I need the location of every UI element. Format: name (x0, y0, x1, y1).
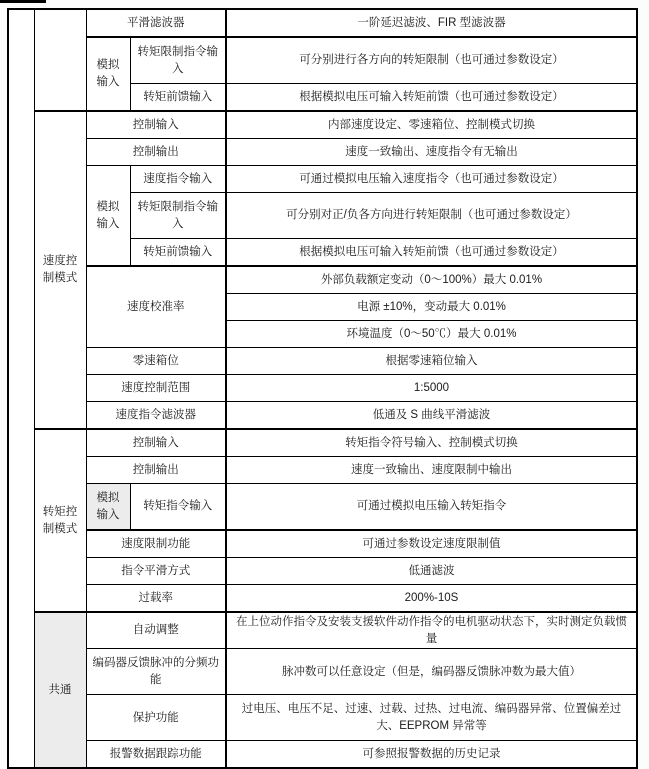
cell-item: 速度指令滤波器 (86, 402, 226, 430)
table-row (8, 266, 637, 294)
cell-item: 零速箱位 (86, 348, 226, 375)
cell-desc: 低通滤波 (226, 558, 637, 585)
cell-item: 保护功能 (86, 695, 226, 741)
cell-mode-empty (34, 9, 86, 111)
table-row (8, 649, 637, 695)
cell-item: 指令平滑方式 (86, 558, 226, 585)
table-row (8, 457, 637, 484)
table-row (8, 585, 637, 613)
table-row (8, 166, 637, 193)
cell-item: 转矩指令输入 (130, 484, 226, 531)
cell-desc: 可通过模拟电压输入转矩指令 (226, 484, 637, 531)
table-row (8, 111, 637, 139)
cell-desc: 转矩指令符号输入、控制模式切换 (226, 429, 637, 457)
cell-desc: 可通过参数设定速度限制值 (226, 530, 637, 558)
cell-desc: 可通过模拟电压输入速度指令（也可通过参数设定） (226, 166, 637, 193)
table-row (8, 139, 637, 166)
table-row (8, 9, 637, 37)
cell-desc: 低通及 S 曲线平滑滤波 (226, 402, 637, 430)
cell-item: 编码器反馈脉冲的分频功能 (86, 649, 226, 695)
cell-analog-input: 模拟输入 (86, 484, 130, 531)
cell-desc: 内部速度设定、零速箱位、控制模式切换 (226, 111, 637, 139)
cell-outer-spacer (8, 9, 34, 768)
cell-desc: 1:5000 (226, 375, 637, 402)
cell-desc: 在上位动作指令及安装支援软件动作指令的电机驱动状态下，实时测定负载惯量 (226, 612, 637, 649)
cell-desc: 速度一致输出、速度指令有无输出 (226, 139, 637, 166)
cell-desc: 可分别进行各方向的转矩限制（也可通过参数设定） (226, 37, 637, 84)
cell-item: 速度控制范围 (86, 375, 226, 402)
cell-desc: 根据零速箱位输入 (226, 348, 637, 375)
cell-item: 转矩限制指令输入 (130, 37, 226, 84)
table-row (8, 429, 637, 457)
cell-item: 自动调整 (86, 612, 226, 649)
cell-mode-torque-control: 转矩控制模式 (34, 429, 86, 612)
cell-item: 转矩限制指令输入 (130, 193, 226, 239)
table-row (8, 530, 637, 558)
cell-mode-speed-control: 速度控制模式 (34, 111, 86, 429)
cell-item: 控制输出 (86, 139, 226, 166)
cell-desc: 可参照报警数据的历史记录 (226, 741, 637, 769)
table-row (8, 348, 637, 375)
cell-item: 报警数据跟踪功能 (86, 741, 226, 769)
cell-desc: 一阶延迟滤波、FIR 型滤波器 (226, 9, 637, 37)
table-row (8, 375, 637, 402)
cell-item: 控制输入 (86, 429, 226, 457)
cell-desc: 过电压、电压不足、过速、过载、过热、过电流、编码器异常、位置偏差过大、EEPROM 异常等 (226, 695, 637, 741)
cell-item: 过载率 (86, 585, 226, 613)
top-edge-crop-artifact (0, 0, 46, 3)
cell-desc: 环境温度（0～50℃）最大 0.01% (226, 321, 637, 348)
cell-desc: 电源 ±10%，变动最大 0.01% (226, 294, 637, 321)
cell-desc: 脉冲数可以任意设定（但是，编码器反馈脉冲数为最大值） (226, 649, 637, 695)
table-row (8, 37, 637, 84)
table-row (8, 741, 637, 769)
cell-desc: 根据模拟电压可输入转矩前馈（也可通过参数设定） (226, 239, 637, 267)
table-row (8, 558, 637, 585)
table-row (8, 612, 637, 649)
cell-desc: 速度一致输出、速度限制中输出 (226, 457, 637, 484)
cell-desc: 根据模拟电压可输入转矩前馈（也可通过参数设定） (226, 84, 637, 112)
cell-desc: 可分别对正/负各方向进行转矩限制（也可通过参数设定） (226, 193, 637, 239)
cell-analog-input: 模拟输入 (86, 166, 130, 267)
cell-desc: 200%-10S (226, 585, 637, 613)
cell-item: 转矩前馈输入 (130, 84, 226, 112)
servo-spec-table (7, 8, 638, 769)
cell-item: 速度校准率 (86, 266, 226, 348)
cell-analog-input: 模拟输入 (86, 37, 130, 111)
cell-item: 控制输出 (86, 457, 226, 484)
cell-item: 速度限制功能 (86, 530, 226, 558)
cell-item: 平滑滤波器 (86, 9, 226, 37)
cell-desc: 外部负载额定变动（0～100%）最大 0.01% (226, 266, 637, 294)
table-row (8, 402, 637, 430)
cell-item: 控制输入 (86, 111, 226, 139)
table-row (8, 695, 637, 741)
cell-mode-common: 共通 (34, 612, 86, 768)
cell-item: 速度指令输入 (130, 166, 226, 193)
cell-item: 转矩前馈输入 (130, 239, 226, 267)
table-row (8, 484, 637, 531)
